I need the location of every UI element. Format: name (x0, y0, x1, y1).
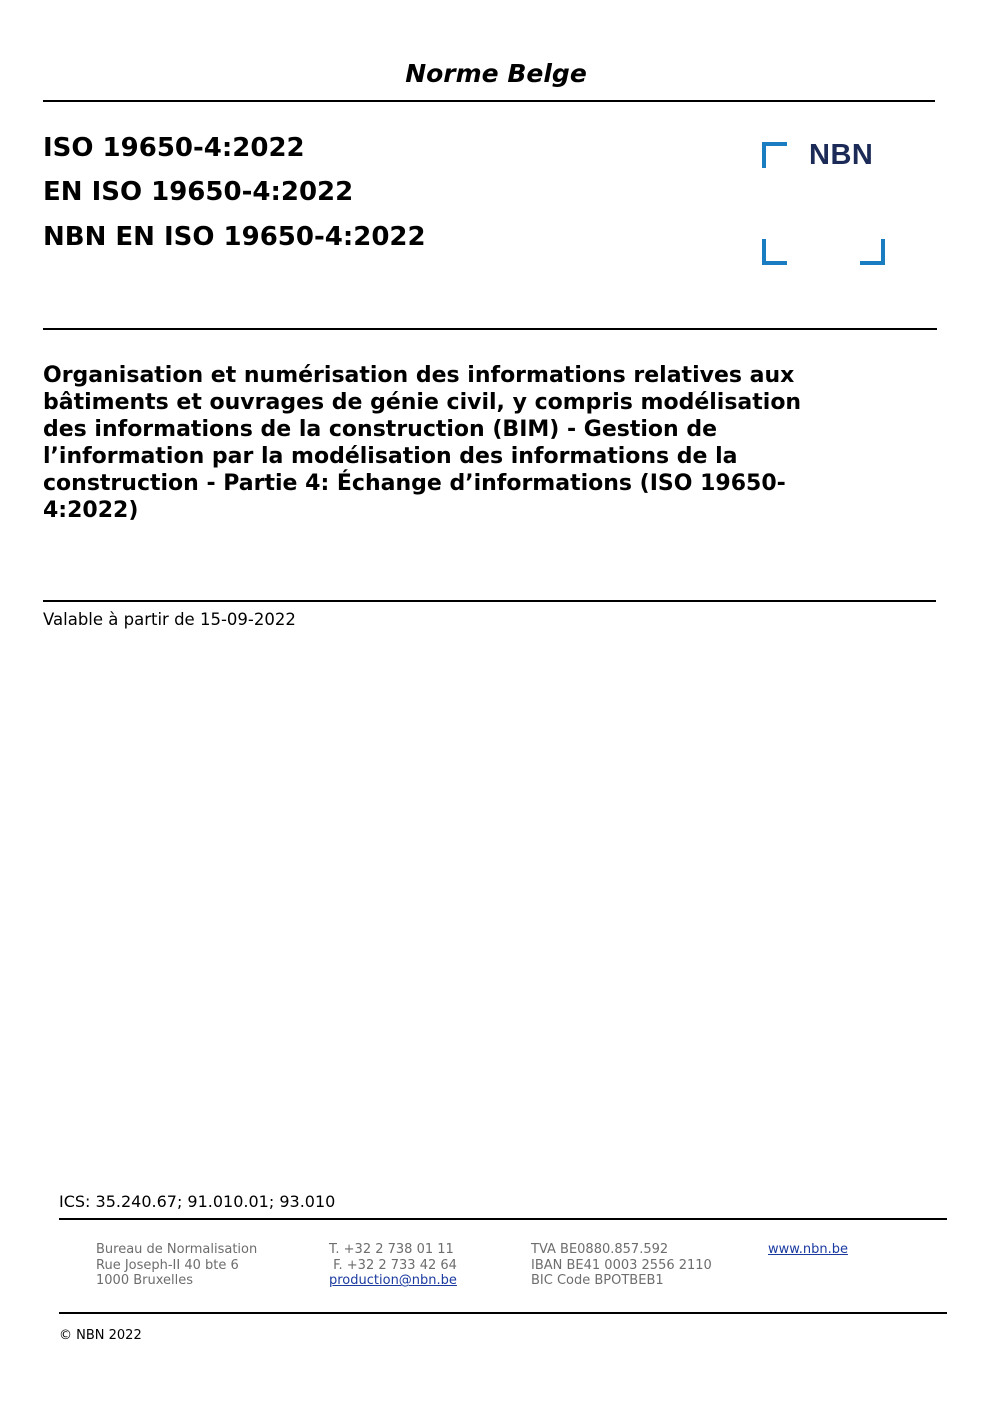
phone-number: T. +32 2 738 01 11 (329, 1242, 454, 1257)
footer-bank (531, 1242, 712, 1289)
validity-date: Valable à partir de 15-09-2022 (43, 610, 296, 629)
fax-number: F. +32 2 733 42 64 (329, 1257, 457, 1273)
iban-number: IBAN BE41 0003 2556 2110 (531, 1257, 712, 1273)
logo-corner-bottom-left (762, 239, 787, 265)
website-link[interactable]: www.nbn.be (768, 1242, 848, 1257)
footer-address (96, 1242, 257, 1289)
divider-footer-bottom (59, 1312, 947, 1314)
address-line-1: Bureau de Normalisation (96, 1242, 258, 1257)
footer-contact (329, 1242, 457, 1289)
divider-after-codes (43, 328, 937, 330)
address-line-2: Rue Joseph-II 40 bte 6 (96, 1257, 239, 1273)
title-line: l’information par la modélisation des informations de la (43, 444, 738, 469)
page-heading: Norme Belge (405, 59, 587, 88)
logo-corner-bottom-right (860, 239, 885, 265)
document-title (43, 362, 873, 524)
divider-top (43, 100, 935, 102)
nbn-logo (762, 139, 884, 262)
en-iso-code: EN ISO 19650-4:2022 (43, 177, 354, 207)
vat-number: TVA BE0880.857.592 (531, 1242, 669, 1257)
title-line: des informations de la construction (BIM) - Gestion de (43, 417, 718, 442)
logo-corner-top-left (762, 142, 787, 168)
ics-codes: ICS: 35.240.67; 91.010.01; 93.010 (59, 1192, 336, 1211)
nbn-en-iso-code: NBN EN ISO 19650-4:2022 (43, 222, 426, 252)
email-link[interactable]: production@nbn.be (329, 1273, 457, 1289)
divider-after-title (43, 600, 936, 602)
title-line: 4:2022) (43, 498, 139, 523)
logo-text: NBN (809, 139, 874, 171)
divider-footer-top (59, 1218, 947, 1220)
address-line-3: 1000 Bruxelles (96, 1273, 194, 1289)
title-line: Organisation et numérisation des informations relatives aux (43, 363, 795, 388)
bic-code: BIC Code BPOTBEB1 (531, 1273, 664, 1289)
iso-code: ISO 19650-4:2022 (43, 133, 305, 163)
title-line: bâtiments et ouvrages de génie civil, y compris modélisation (43, 390, 802, 415)
copyright-notice: © NBN 2022 (59, 1328, 142, 1343)
title-line: construction - Partie 4: Échange d’informations (ISO 19650- (43, 471, 786, 496)
footer-website (768, 1242, 848, 1258)
